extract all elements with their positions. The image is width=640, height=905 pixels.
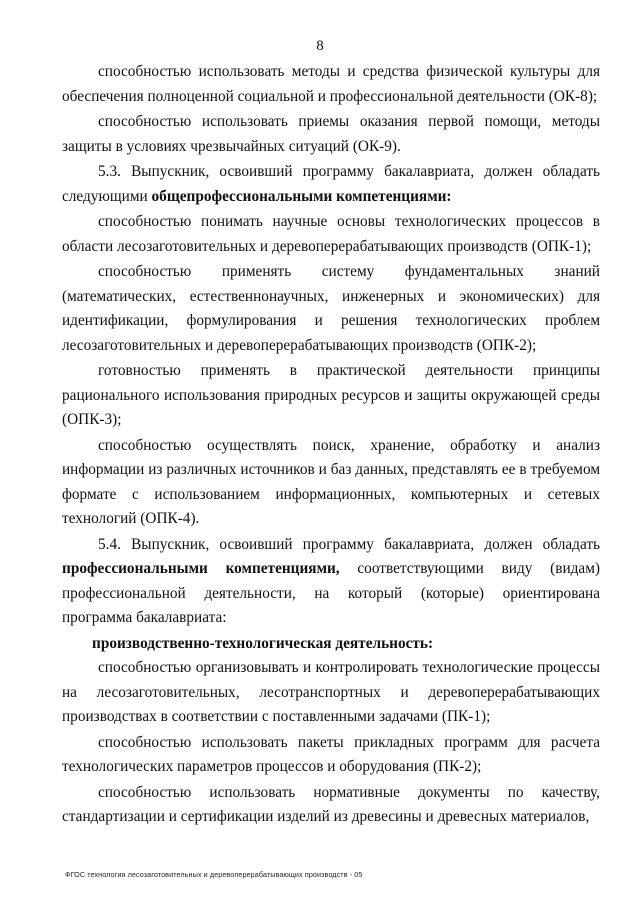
paragraph-opk2: способностью применять систему фундаментальных знаний (математических, естественнонаучных, инженерных и экономических) для идентификации, формулирования и решения технологических проблем лесозаготовительных и деревоперерабатывающих производств (ОПК-2);	[62, 263, 600, 354]
paragraph-5-3	[62, 160, 600, 209]
document-body	[62, 60, 600, 831]
paragraph-5-4-text: 5.4. Выпускник, освоивший программу бакалавриата, должен обладать	[98, 535, 600, 553]
paragraph-ok8: способностью использовать методы и средства физической культуры для обеспечения полноценной социальной и профессиональной деятельности (ОК-8);	[62, 63, 600, 105]
paragraph-5-4	[62, 533, 600, 631]
paragraph-5-4-bold: профессиональными компетенциями,	[62, 560, 340, 577]
paragraph-5-4-rest: соответствующими виду (видам) профессиональной деятельности, на который (которые) ориентирована программа бакалавриата:	[62, 560, 600, 626]
page-number: 8	[316, 38, 324, 54]
paragraph-pk2: способностью использовать пакеты прикладных программ для расчета технологических параметров процессов и оборудования (ПК-2);	[62, 733, 600, 775]
paragraph-pk3: способностью использовать нормативные документы по качеству, стандартизации и сертификации изделий из древесины и древесных материалов,	[62, 783, 600, 825]
paragraph-opk1: способностью понимать научные основы технологических процессов в области лесозаготовительных и деревоперерабатывающих производств (ОПК-1);	[62, 213, 600, 255]
paragraph-opk4: способностью осуществлять поиск, хранение, обработку и анализ информации из различных источников и баз данных, представлять ее в требуемом формате с использованием информационных, компьютерных и сетевых технологий (ОПК-4).	[62, 436, 600, 527]
paragraph-pk1: способностью организовывать и контролировать технологические процессы на лесозаготовительных, лесотранспортных и деревоперерабатывающих производствах в соответствии с поставленными задачами (ПК-1);	[62, 659, 600, 725]
paragraph-5-3-bold: общепрофессиональными компетенциями:	[151, 187, 452, 205]
paragraph-ok9: способностью использовать приемы оказания первой помощи, методы защиты в условиях чрезвычайных ситуаций (ОК-9).	[62, 113, 600, 155]
section-heading: производственно-технологическая деятельность:	[92, 634, 434, 652]
footer: ФГОС технология лесозаготовительных и деревоперерабатывающих производств - 05	[65, 870, 363, 879]
paragraph-opk3: готовностью применять в практической деятельности принципы рационального использования природных ресурсов и защиты окружающей среды (ОПК-3);	[62, 362, 600, 428]
paragraph-5-3-text: 5.3. Выпускник, освоивший программу бакалавриата, должен обладать следующими	[62, 163, 600, 205]
